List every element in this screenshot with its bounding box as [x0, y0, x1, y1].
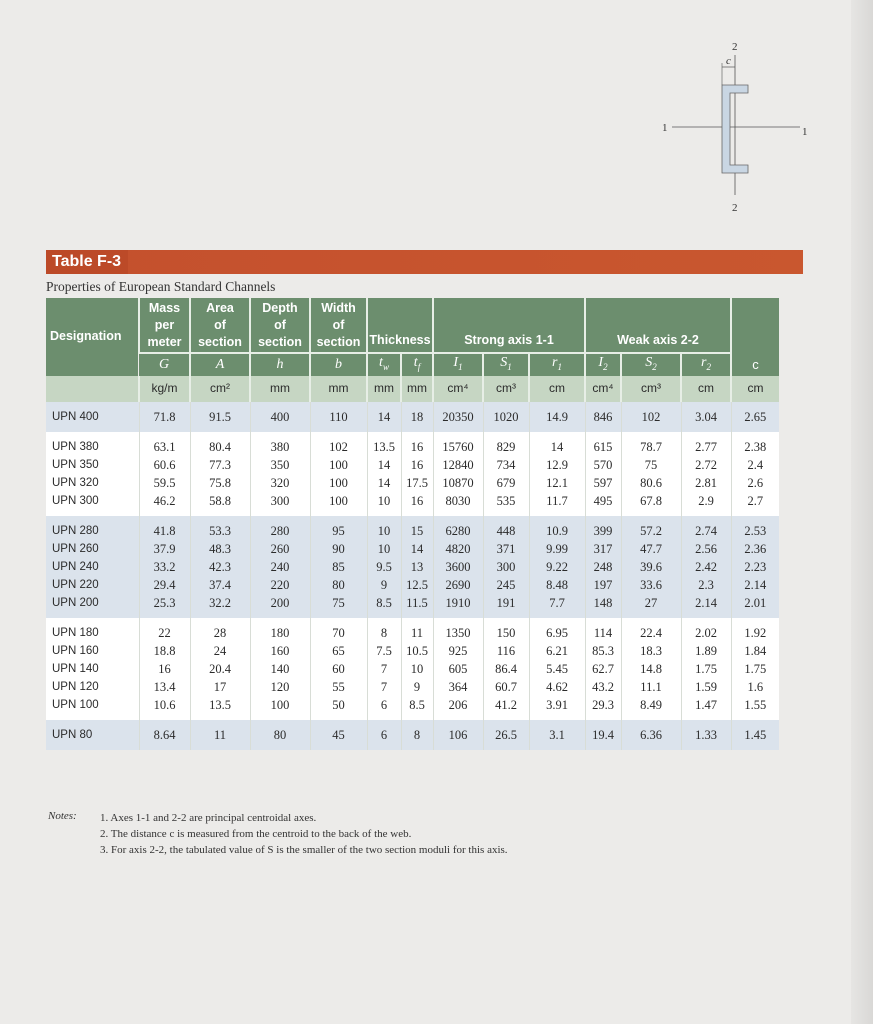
value-cell: 734: [483, 456, 529, 474]
value-cell: 11.1: [621, 678, 681, 696]
channel-properties-table: [46, 298, 779, 750]
table-title: Properties of European Standard Channels: [46, 279, 276, 294]
value-cell: 6280: [433, 516, 483, 540]
value-cell: 535: [483, 492, 529, 516]
table-row: [46, 516, 779, 540]
value-cell: 9: [401, 678, 433, 696]
value-cell: 43.2: [585, 678, 621, 696]
value-cell: 180: [250, 618, 310, 642]
value-cell: 85.3: [585, 642, 621, 660]
value-cell: 15: [401, 516, 433, 540]
value-cell: 2.3: [681, 576, 731, 594]
value-cell: 160: [250, 642, 310, 660]
value-cell: 17: [190, 678, 250, 696]
symbol-tw: $t_w$: [367, 353, 401, 376]
value-cell: 2.72: [681, 456, 731, 474]
value-cell: 80: [250, 720, 310, 750]
value-cell: 33.6: [621, 576, 681, 594]
value-cell: 19.4: [585, 720, 621, 750]
value-cell: 8: [367, 618, 401, 642]
table-row: [46, 642, 779, 660]
value-cell: 71.8: [139, 402, 190, 432]
value-cell: 25.3: [139, 594, 190, 618]
value-cell: 22.4: [621, 618, 681, 642]
value-cell: 80: [310, 576, 367, 594]
unit-I2: cm⁴: [585, 376, 621, 402]
value-cell: 4.62: [529, 678, 585, 696]
header-area: Area of section: [190, 298, 250, 353]
header-depth: Depth of section: [250, 298, 310, 353]
value-cell: 140: [250, 660, 310, 678]
designation-cell: UPN 160: [46, 642, 139, 660]
value-cell: 10870: [433, 474, 483, 492]
value-cell: 220: [250, 576, 310, 594]
table-row: [46, 558, 779, 576]
value-cell: 9.5: [367, 558, 401, 576]
table-title-bar: [46, 250, 803, 274]
value-cell: 8.5: [401, 696, 433, 720]
value-cell: 75: [621, 456, 681, 474]
value-cell: 150: [483, 618, 529, 642]
value-cell: 1.47: [681, 696, 731, 720]
value-cell: 60.6: [139, 456, 190, 474]
unit-depth: mm: [250, 376, 310, 402]
row-group: [46, 432, 779, 516]
value-cell: 45: [310, 720, 367, 750]
designation-cell: UPN 220: [46, 576, 139, 594]
value-cell: 1.75: [731, 660, 779, 678]
table-row: [46, 720, 779, 750]
value-cell: 2.65: [731, 402, 779, 432]
row-group: [46, 720, 779, 750]
value-cell: 320: [250, 474, 310, 492]
value-cell: 1.89: [681, 642, 731, 660]
designation-cell: UPN 120: [46, 678, 139, 696]
value-cell: 6.21: [529, 642, 585, 660]
value-cell: 106: [433, 720, 483, 750]
value-cell: 1.84: [731, 642, 779, 660]
value-cell: 100: [310, 456, 367, 474]
value-cell: 100: [250, 696, 310, 720]
value-cell: 197: [585, 576, 621, 594]
value-cell: 32.2: [190, 594, 250, 618]
value-cell: 70: [310, 618, 367, 642]
value-cell: 53.3: [190, 516, 250, 540]
designation-cell: UPN 300: [46, 492, 139, 516]
table-row: [46, 696, 779, 720]
value-cell: 60: [310, 660, 367, 678]
unit-mass: kg/m: [139, 376, 190, 402]
value-cell: 8.64: [139, 720, 190, 750]
designation-cell: UPN 400: [46, 402, 139, 432]
value-cell: 206: [433, 696, 483, 720]
table-row: [46, 456, 779, 474]
value-cell: 2.14: [731, 576, 779, 594]
value-cell: 116: [483, 642, 529, 660]
value-cell: 41.2: [483, 696, 529, 720]
unit-c: cm: [731, 376, 779, 402]
value-cell: 10.6: [139, 696, 190, 720]
value-cell: 4820: [433, 540, 483, 558]
designation-cell: UPN 320: [46, 474, 139, 492]
designation-cell: UPN 180: [46, 618, 139, 642]
designation-cell: UPN 100: [46, 696, 139, 720]
value-cell: 29.4: [139, 576, 190, 594]
header-c: c: [731, 298, 779, 376]
unit-tf: mm: [401, 376, 433, 402]
table-row: [46, 660, 779, 678]
value-cell: 102: [310, 432, 367, 456]
value-cell: 18.3: [621, 642, 681, 660]
value-cell: 6: [367, 720, 401, 750]
value-cell: 100: [310, 492, 367, 516]
value-cell: 22: [139, 618, 190, 642]
c-label: c: [726, 55, 731, 67]
value-cell: 110: [310, 402, 367, 432]
unit-width: mm: [310, 376, 367, 402]
value-cell: 120: [250, 678, 310, 696]
value-cell: 37.4: [190, 576, 250, 594]
value-cell: 1.75: [681, 660, 731, 678]
value-cell: 1910: [433, 594, 483, 618]
value-cell: 16: [401, 492, 433, 516]
value-cell: 570: [585, 456, 621, 474]
value-cell: 14: [367, 402, 401, 432]
symbol-I2: $I_2$: [585, 353, 621, 376]
value-cell: 16: [401, 456, 433, 474]
symbol-tf: $t_f$: [401, 353, 433, 376]
value-cell: 317: [585, 540, 621, 558]
symbol-r2: $r_2$: [681, 353, 731, 376]
value-cell: 13.5: [367, 432, 401, 456]
unit-area: cm²: [190, 376, 250, 402]
value-cell: 11: [190, 720, 250, 750]
value-cell: 3.04: [681, 402, 731, 432]
value-cell: 2.74: [681, 516, 731, 540]
table-row: [46, 432, 779, 456]
value-cell: 2.7: [731, 492, 779, 516]
value-cell: 102: [621, 402, 681, 432]
symbol-r1: $r_1$: [529, 353, 585, 376]
value-cell: 2.38: [731, 432, 779, 456]
value-cell: 371: [483, 540, 529, 558]
value-cell: 6.95: [529, 618, 585, 642]
value-cell: 80.4: [190, 432, 250, 456]
value-cell: 63.1: [139, 432, 190, 456]
value-cell: 2.81: [681, 474, 731, 492]
value-cell: 20.4: [190, 660, 250, 678]
value-cell: 50: [310, 696, 367, 720]
table-row: [46, 594, 779, 618]
value-cell: 364: [433, 678, 483, 696]
value-cell: 90: [310, 540, 367, 558]
unit-S2: cm³: [621, 376, 681, 402]
unit-designation: [46, 376, 139, 402]
value-cell: 925: [433, 642, 483, 660]
value-cell: 200: [250, 594, 310, 618]
value-cell: 46.2: [139, 492, 190, 516]
value-cell: 1.33: [681, 720, 731, 750]
symbol-A: A: [190, 353, 250, 376]
value-cell: 16: [401, 432, 433, 456]
value-cell: 2.14: [681, 594, 731, 618]
value-cell: 400: [250, 402, 310, 432]
table-row: [46, 540, 779, 558]
value-cell: 615: [585, 432, 621, 456]
value-cell: 1350: [433, 618, 483, 642]
value-cell: 9.99: [529, 540, 585, 558]
value-cell: 39.6: [621, 558, 681, 576]
value-cell: 2.02: [681, 618, 731, 642]
value-cell: 3.1: [529, 720, 585, 750]
channel-section-diagram: [660, 35, 820, 220]
value-cell: 95: [310, 516, 367, 540]
value-cell: 2.53: [731, 516, 779, 540]
symbol-h: h: [250, 353, 310, 376]
value-cell: 14: [367, 474, 401, 492]
value-cell: 80.6: [621, 474, 681, 492]
value-cell: 10.5: [401, 642, 433, 660]
value-cell: 829: [483, 432, 529, 456]
value-cell: 28: [190, 618, 250, 642]
value-cell: 245: [483, 576, 529, 594]
value-cell: 12.1: [529, 474, 585, 492]
value-cell: 7.7: [529, 594, 585, 618]
value-cell: 3.91: [529, 696, 585, 720]
value-cell: 2.36: [731, 540, 779, 558]
value-cell: 2690: [433, 576, 483, 594]
value-cell: 350: [250, 456, 310, 474]
designation-cell: UPN 350: [46, 456, 139, 474]
unit-I1: cm⁴: [433, 376, 483, 402]
value-cell: 12.9: [529, 456, 585, 474]
value-cell: 2.77: [681, 432, 731, 456]
value-cell: 11: [401, 618, 433, 642]
header-weak-axis: Weak axis 2-2: [585, 298, 731, 353]
value-cell: 59.5: [139, 474, 190, 492]
value-cell: 18.8: [139, 642, 190, 660]
axis-2-top-label: 2: [732, 41, 738, 53]
value-cell: 1.6: [731, 678, 779, 696]
table-row: [46, 678, 779, 696]
value-cell: 20350: [433, 402, 483, 432]
value-cell: 13.5: [190, 696, 250, 720]
value-cell: 6: [367, 696, 401, 720]
table-row: [46, 492, 779, 516]
value-cell: 248: [585, 558, 621, 576]
value-cell: 300: [250, 492, 310, 516]
value-cell: 846: [585, 402, 621, 432]
value-cell: 11.5: [401, 594, 433, 618]
value-cell: 12.5: [401, 576, 433, 594]
value-cell: 57.2: [621, 516, 681, 540]
value-cell: 8.49: [621, 696, 681, 720]
value-cell: 85: [310, 558, 367, 576]
value-cell: 495: [585, 492, 621, 516]
value-cell: 14: [401, 540, 433, 558]
row-group: [46, 618, 779, 720]
value-cell: 280: [250, 516, 310, 540]
notes-label: Notes:: [48, 810, 77, 822]
value-cell: 78.7: [621, 432, 681, 456]
table-row: [46, 474, 779, 492]
value-cell: 26.5: [483, 720, 529, 750]
value-cell: 260: [250, 540, 310, 558]
axis-2-bottom-label: 2: [732, 202, 738, 214]
symbol-G: G: [139, 353, 190, 376]
header-mass: Mass per meter: [139, 298, 190, 353]
value-cell: 1.55: [731, 696, 779, 720]
value-cell: 27: [621, 594, 681, 618]
designation-cell: UPN 380: [46, 432, 139, 456]
value-cell: 148: [585, 594, 621, 618]
value-cell: 605: [433, 660, 483, 678]
value-cell: 679: [483, 474, 529, 492]
value-cell: 16: [139, 660, 190, 678]
value-cell: 380: [250, 432, 310, 456]
value-cell: 91.5: [190, 402, 250, 432]
designation-cell: UPN 280: [46, 516, 139, 540]
value-cell: 12840: [433, 456, 483, 474]
row-group: [46, 402, 779, 432]
table-row: [46, 402, 779, 432]
axis-1-right-label: 1: [802, 126, 808, 138]
value-cell: 100: [310, 474, 367, 492]
value-cell: 75.8: [190, 474, 250, 492]
value-cell: 10: [367, 540, 401, 558]
designation-cell: UPN 260: [46, 540, 139, 558]
value-cell: 2.23: [731, 558, 779, 576]
table-label: Table F-3: [46, 250, 128, 274]
value-cell: 1.45: [731, 720, 779, 750]
symbol-S2: $S_2$: [621, 353, 681, 376]
value-cell: 37.9: [139, 540, 190, 558]
value-cell: 14.8: [621, 660, 681, 678]
value-cell: 55: [310, 678, 367, 696]
value-cell: 41.8: [139, 516, 190, 540]
designation-cell: UPN 140: [46, 660, 139, 678]
unit-tw: mm: [367, 376, 401, 402]
designation-cell: UPN 80: [46, 720, 139, 750]
value-cell: 597: [585, 474, 621, 492]
value-cell: 9: [367, 576, 401, 594]
value-cell: 10: [367, 516, 401, 540]
note-item: 1. Axes 1-1 and 2-2 are principal centroidal axes.: [100, 812, 317, 824]
value-cell: 65: [310, 642, 367, 660]
value-cell: 13.4: [139, 678, 190, 696]
unit-r1: cm: [529, 376, 585, 402]
value-cell: 10.9: [529, 516, 585, 540]
value-cell: 114: [585, 618, 621, 642]
value-cell: 399: [585, 516, 621, 540]
value-cell: 67.8: [621, 492, 681, 516]
value-cell: 75: [310, 594, 367, 618]
symbol-b: b: [310, 353, 367, 376]
value-cell: 86.4: [483, 660, 529, 678]
value-cell: 3600: [433, 558, 483, 576]
value-cell: 9.22: [529, 558, 585, 576]
value-cell: 13: [401, 558, 433, 576]
value-cell: 1020: [483, 402, 529, 432]
symbol-I1: $I_1$: [433, 353, 483, 376]
value-cell: 33.2: [139, 558, 190, 576]
value-cell: 77.3: [190, 456, 250, 474]
value-cell: 17.5: [401, 474, 433, 492]
value-cell: 18: [401, 402, 433, 432]
value-cell: 58.8: [190, 492, 250, 516]
value-cell: 10: [367, 492, 401, 516]
value-cell: 7: [367, 660, 401, 678]
value-cell: 15760: [433, 432, 483, 456]
unit-S1: cm³: [483, 376, 529, 402]
value-cell: 42.3: [190, 558, 250, 576]
value-cell: 2.9: [681, 492, 731, 516]
table-row: [46, 618, 779, 642]
value-cell: 11.7: [529, 492, 585, 516]
value-cell: 2.42: [681, 558, 731, 576]
axis-1-left-label: 1: [662, 122, 668, 134]
value-cell: 448: [483, 516, 529, 540]
value-cell: 14: [367, 456, 401, 474]
header-strong-axis: Strong axis 1-1: [433, 298, 585, 353]
value-cell: 1.59: [681, 678, 731, 696]
value-cell: 60.7: [483, 678, 529, 696]
value-cell: 8: [401, 720, 433, 750]
designation-cell: UPN 240: [46, 558, 139, 576]
value-cell: 191: [483, 594, 529, 618]
value-cell: 47.7: [621, 540, 681, 558]
note-item: 3. For axis 2-2, the tabulated value of S is the smaller of the two section moduli for this axis.: [100, 844, 508, 856]
value-cell: 2.01: [731, 594, 779, 618]
value-cell: 48.3: [190, 540, 250, 558]
value-cell: 2.56: [681, 540, 731, 558]
value-cell: 8030: [433, 492, 483, 516]
value-cell: 62.7: [585, 660, 621, 678]
value-cell: 1.92: [731, 618, 779, 642]
unit-r2: cm: [681, 376, 731, 402]
designation-cell: UPN 200: [46, 594, 139, 618]
table-row: [46, 576, 779, 594]
value-cell: 24: [190, 642, 250, 660]
value-cell: 2.4: [731, 456, 779, 474]
value-cell: 240: [250, 558, 310, 576]
value-cell: 14: [529, 432, 585, 456]
symbol-S1: $S_1$: [483, 353, 529, 376]
row-group: [46, 516, 779, 618]
header-thickness: Thickness: [367, 298, 433, 353]
value-cell: 2.6: [731, 474, 779, 492]
page-shadow: [851, 0, 873, 1024]
value-cell: 8.5: [367, 594, 401, 618]
header-designation: Designation: [46, 298, 139, 376]
value-cell: 7: [367, 678, 401, 696]
value-cell: 8.48: [529, 576, 585, 594]
value-cell: 6.36: [621, 720, 681, 750]
value-cell: 29.3: [585, 696, 621, 720]
header-width: Width of section: [310, 298, 367, 353]
value-cell: 5.45: [529, 660, 585, 678]
value-cell: 7.5: [367, 642, 401, 660]
value-cell: 10: [401, 660, 433, 678]
value-cell: 300: [483, 558, 529, 576]
note-item: 2. The distance c is measured from the centroid to the back of the web.: [100, 828, 412, 840]
value-cell: 14.9: [529, 402, 585, 432]
